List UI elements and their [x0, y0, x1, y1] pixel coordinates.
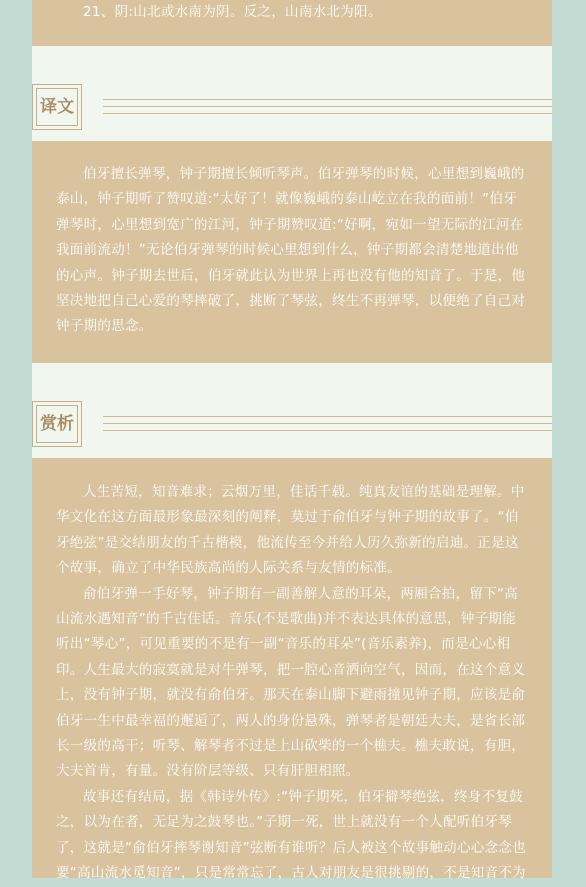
annotation-note: 21、阴:山北或水南为阴。反之，山南水北为阳。: [83, 4, 382, 20]
analysis-title: 赏析: [40, 414, 74, 434]
translation-block: [32, 141, 552, 363]
translation-paragraph: 伯牙擅长弹琴，钟子期擅长倾听琴声。伯牙弹琴的时候，心里想到巍峨的泰山，钟子期听了赞叹道:“太好了！就像巍峨的泰山屹立在我的面前！”伯牙弹琴时，心里想到宽广的江河，钟子期赞叹道:“好啊，宛如一望无际的江河在我面前流动！”无论伯牙弹琴的时候心里想到什么，钟子期都会清楚地道出他的心声。钟子期去世后，伯牙就此认为世界上再也没有他的知音了。于是，他坚决地把自己心爱的琴摔破了，挑断了琴弦，终生不再弹琴，以便绝了自己对钟子期的思念。: [56, 166, 526, 335]
article-page: [32, 0, 552, 882]
translation-title: 译文: [40, 97, 74, 117]
analysis-heading: [32, 401, 552, 449]
annotation-block: [32, 0, 552, 46]
decorative-rules: [103, 99, 552, 120]
analysis-paragraph: 俞伯牙弹一手好琴，钟子期有一副善解人意的耳朵，两厢合拍，留下“高山流水遇知音”的千古佳话。音乐(不是歌曲)并不表达具体的意思，钟子期能听出“琴心”，可见重要的不是有一副“音乐的耳朵”(音乐素养)，而是心心相印。人生最大的寂寞就是对牛弹琴，把一腔心音洒向空气，因而，在这个意义上，没有钟子期，就没有俞伯牙。那天在泰山脚下避雨撞见钟子期，应该是俞伯牙一生中最幸福的邂逅了，两人的身份悬殊，弹琴者是朝廷大夫，是省长部长一级的高干；听琴、解琴者不过是上山砍柴的一个樵夫。樵夫敢说，有胆，大夫首肯，有量。没有阶层等级、只有肝胆相照。: [56, 585, 526, 780]
translation-heading: [32, 84, 552, 132]
decorative-rules: [103, 416, 552, 437]
analysis-block: [32, 458, 552, 882]
analysis-paragraph: 故事还有结局，据《韩诗外传》:“钟子期死，伯牙擗琴绝弦，终身不复鼓之，以为在者，无足为之鼓琴也。”子期一死，世上就没有一个人配听伯牙琴了，这就是“俞伯牙摔琴谢知音”弦断有谁听？后人被这个故事触动心心念念也要“高山流水觅知音”，只是常常忘了，古人对朋友是很挑剔的，不是知音不为: [56, 788, 526, 882]
analysis-paragraph: 人生苦短，知音难求；云烟万里，佳话千载。纯真友谊的基础是理解。中华文化在这方面最形象最深刻的阐释，莫过于俞伯牙与钟子期的故事了。“伯牙绝弦”是交结朋友的千古楷模，他流传至今并给人历久弥新的启迪。正是这个故事，确立了中华民族高尚的人际关系与友情的标准。: [56, 484, 525, 577]
